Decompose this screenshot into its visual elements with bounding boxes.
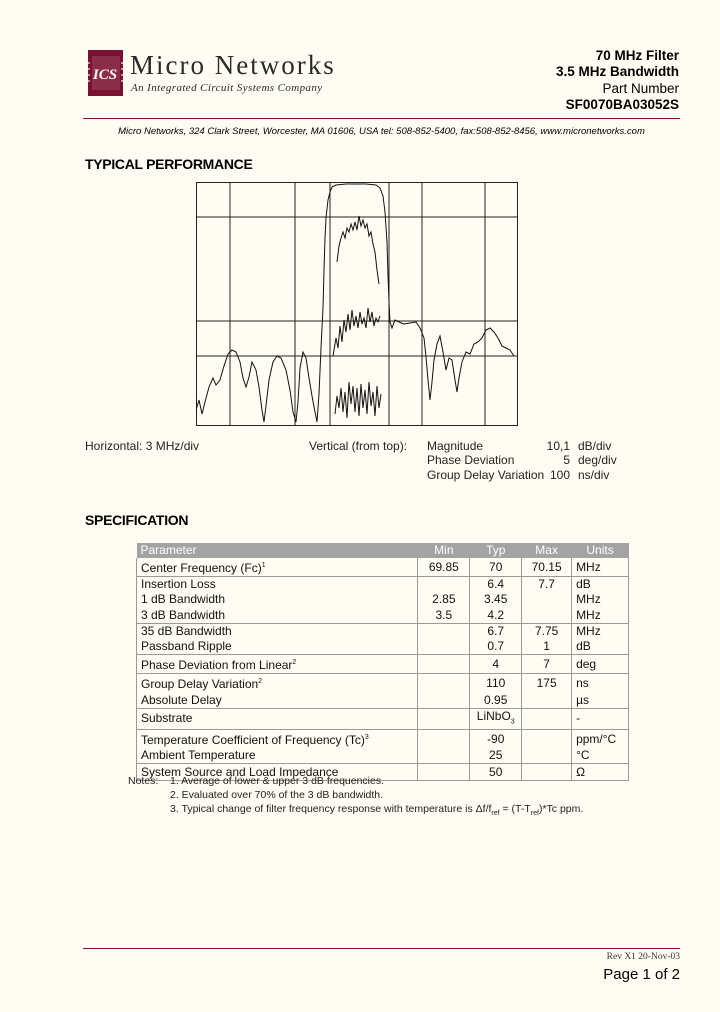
cell-parameter-text: Phase Deviation from Linear [141,658,293,673]
cell-units-text: MHz [576,592,601,607]
cell-units [572,639,629,655]
cell-typ-text: 6.4 [487,577,505,592]
cell-units [572,623,629,639]
cell-min [418,708,470,729]
header-rule [83,118,680,119]
cell-max-text: 7.7 [538,577,555,592]
cell-units [572,748,629,764]
specification-title: SPECIFICATION [85,512,189,528]
magnitude-trace [196,184,514,422]
cell-parameter [137,639,418,655]
note-2: 2. Evaluated over 70% of the 3 dB bandwidth. [170,789,384,801]
company-address: Micro Networks, 324 Clark Street, Worcester, MA 01606, USA tel: 508-852-5400, fax:508-852-8456, www.micronetworks.com [118,126,645,137]
cell-typ-text: 25 [489,748,503,763]
cell-min [418,577,470,593]
table-row [137,608,629,624]
cell-parameter [137,558,418,577]
scale-name-phase: Phase Deviation [427,453,515,467]
cell-typ-text: 3.45 [484,592,508,607]
revision: Rev X1 20-Nov-03 [606,952,680,962]
scale-value-group-delay: 100 [549,468,570,482]
header-max: Max [522,543,572,558]
cell-max [522,764,572,780]
cell-min [418,764,470,780]
cell-typ [470,558,522,577]
cell-parameter [137,577,418,593]
cell-units [572,592,629,607]
note-3-end: )*Tc ppm. [538,803,584,815]
scale-value-magnitude: 10,1 [546,439,570,453]
scale-name-magnitude: Magnitude [427,439,484,453]
note-3-sub1: ref [491,810,500,818]
table-row [137,708,629,729]
cell-parameter [137,655,418,674]
cell-parameter [137,592,418,607]
cell-min-text: 3.5 [435,607,453,622]
footnote-ref: 2 [258,678,263,686]
part-number-label: Part Number [602,81,679,96]
page-number: Page 1 of 2 [603,966,680,983]
header-typ: Typ [470,543,522,558]
cell-units-text: Ω [576,764,586,779]
table-row [137,623,629,639]
cell-typ-text: 6.7 [487,624,505,639]
cell-typ [470,764,522,780]
cell-typ-text: 70 [489,559,503,574]
cell-parameter-text: Temperature Coefficient of Frequency (Tc) [141,733,365,748]
table-row [137,639,629,655]
performance-title: TYPICAL PERFORMANCE [85,156,253,172]
cell-units-text: deg [576,656,597,671]
phase-deviation-trace [337,216,379,284]
cell-typ [470,577,522,593]
table-row [137,748,629,764]
scale-name-group-delay: Group Delay Variation [427,468,545,482]
cell-units-text: MHz [576,607,601,622]
cell-max-text: 70.15 [531,559,562,574]
cell-typ [470,623,522,639]
note-1: 1. Average of lower & upper 3 dB frequencies. [170,775,385,787]
vertical-scale-label: Vertical (from top): [309,439,408,453]
cell-parameter-text: 1 dB Bandwidth [141,592,226,607]
cell-max [522,674,572,693]
cell-min [418,655,470,674]
cell-typ [470,748,522,764]
note-3-text: 3. Typical change of filter frequency response with temperature is Δf/f [170,803,492,815]
scale-unit-group-delay: ns/div [578,468,610,482]
footer-rule [83,948,680,949]
specification-table [136,543,629,781]
cell-typ [470,608,522,624]
notes-label: Notes: [128,775,159,787]
cell-parameter-text: Absolute Delay [141,692,222,707]
table-row [137,558,629,577]
cell-parameter [137,730,418,749]
note-3 [170,803,583,817]
cell-parameter-text: Passband Ripple [141,639,232,654]
table-body [137,558,629,780]
cell-max [522,655,572,674]
cell-parameter-text: System Source and Load Impedance [141,764,339,779]
table-row [137,730,629,749]
cell-parameter [137,692,418,708]
cell-typ [470,674,522,693]
cell-max [522,708,572,729]
cell-units-text: dB [576,639,591,654]
cell-min [418,730,470,749]
cell-units [572,692,629,708]
cell-min [418,592,470,607]
table-row [137,655,629,674]
cell-parameter-text: 35 dB Bandwidth [141,624,232,639]
cell-typ [470,708,522,729]
header-min: Min [418,543,470,558]
cell-typ-text: 50 [489,764,503,779]
cell-max-text: 175 [536,675,557,690]
footnote-ref: 2 [292,659,297,667]
cell-max [522,623,572,639]
scale-unit-magnitude: dB/div [578,439,612,453]
cell-min [418,692,470,708]
cell-min-text: 2.85 [432,592,456,607]
cell-units-text: µs [576,692,589,707]
logo-text: ICS [92,67,118,83]
scale-value-phase: 5 [563,453,570,467]
cell-units [572,655,629,674]
note-3-mid: = (T-T [499,803,531,815]
cell-typ-text: 0.7 [487,639,505,654]
cell-min [418,608,470,624]
scale-unit-phase: deg/div [578,453,617,467]
cell-units-text: - [576,711,581,726]
part-number: SF0070BA03052S [565,97,679,112]
company-tagline: An Integrated Circuit Systems Company [131,82,323,94]
cell-max [522,608,572,624]
cell-units [572,730,629,749]
cell-units [572,608,629,624]
footnote-ref: 1 [261,562,266,569]
table-row [137,674,629,693]
cell-parameter [137,748,418,764]
cell-max [522,592,572,607]
cell-min [418,623,470,639]
cell-units-text: MHz [576,559,601,574]
header-units: Units [572,543,629,558]
cell-parameter [137,674,418,693]
cell-max [522,692,572,708]
cell-typ-text: 4.2 [487,607,505,622]
table-row [137,577,629,593]
performance-plot [196,182,518,427]
cell-max [522,748,572,764]
cell-units [572,577,629,593]
note-3-sub2: ref [530,810,539,818]
table-header-row [137,543,629,558]
cell-units [572,674,629,693]
cell-typ [470,639,522,655]
cell-min [418,558,470,577]
cell-max-text: 7.75 [534,624,559,639]
cell-parameter-text: 3 dB Bandwidth [141,607,226,622]
cell-max [522,577,572,593]
ics-logo [86,49,124,97]
horizontal-scale: Horizontal: 3 MHz/div [85,439,200,453]
cell-typ-text: 4 [492,656,500,671]
cell-units-text: °C [576,748,590,763]
cell-typ-text: 0.95 [484,692,508,707]
product-title: 70 MHz Filter [595,48,679,63]
cell-min-text: 69.85 [428,559,459,574]
cell-min [418,639,470,655]
cell-max [522,730,572,749]
subscript: 3 [510,718,515,726]
table-row [137,692,629,708]
product-bandwidth: 3.5 MHz Bandwidth [555,64,679,79]
cell-parameter-text: Group Delay Variation [141,677,259,692]
cell-max-text: 1 [543,639,550,654]
cell-parameter-text: Insertion Loss [141,577,216,592]
cell-parameter-text: Center Frequency (Fc) [141,561,262,575]
group-delay-trace [333,308,380,356]
cell-parameter [137,608,418,624]
cell-units [572,708,629,729]
cell-typ [470,592,522,607]
cell-units-text: dB [576,577,591,592]
cell-units-text: MHz [576,624,601,639]
cell-typ-text: -90 [487,731,505,746]
cell-max-text: 7 [543,656,550,671]
cell-typ [470,692,522,708]
cell-units [572,764,629,780]
footnote-ref: 3 [364,734,369,742]
cell-units [572,558,629,577]
header-parameter: Parameter [137,543,418,558]
cell-min [418,748,470,764]
cell-units-text: ns [576,675,589,690]
cell-typ-text: LiNbO [476,708,511,723]
cell-parameter-text: Ambient Temperature [141,748,256,763]
cell-typ [470,655,522,674]
group-delay-bottom-trace [335,382,381,418]
cell-parameter-text: Substrate [141,711,193,726]
company-name: Micro Networks [130,50,336,80]
cell-parameter [137,708,418,729]
cell-min [418,674,470,693]
cell-units-text: ppm/°C [576,731,617,746]
cell-parameter [137,623,418,639]
cell-max [522,558,572,577]
cell-max [522,639,572,655]
cell-typ [470,730,522,749]
table-row [137,592,629,607]
cell-typ-text: 110 [486,675,506,690]
